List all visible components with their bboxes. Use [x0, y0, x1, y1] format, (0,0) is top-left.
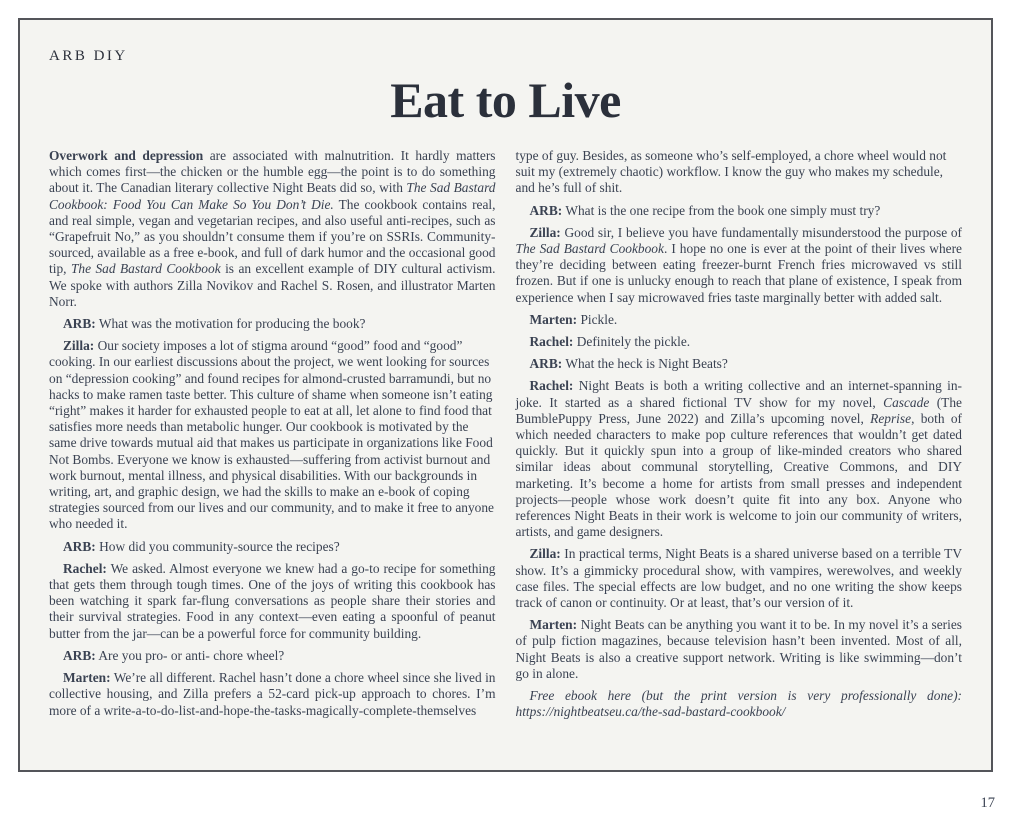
text-run: What the heck is Night Beats?	[562, 356, 728, 372]
answer-paragraph	[49, 670, 496, 719]
speaker-label: ARB:	[63, 316, 96, 332]
text-run: (The BumblePuppy Press, June 2022) and Zilla’s upcoming novel,	[515, 394, 962, 426]
outro-paragraph	[516, 688, 963, 720]
answer-paragraph	[516, 378, 963, 540]
speaker-label: Marten:	[529, 311, 578, 327]
page-title: Eat to Live	[390, 72, 621, 128]
book-title: The Sad Bastard Cookbook	[515, 241, 664, 257]
answer-paragraph	[516, 617, 963, 682]
speaker-label: Rachel:	[529, 334, 574, 350]
answer-paragraph	[516, 312, 963, 328]
question-paragraph	[516, 203, 963, 219]
speaker-label: Marten:	[529, 617, 578, 633]
answer-paragraph	[49, 561, 496, 642]
speaker-label: ARB:	[529, 356, 563, 372]
text-run: are associated with malnutrition. It hardly matters which comes first—the chicken or the humble egg—the point is to do something about it. The Canadian literary collective Night Beats did so, with	[49, 148, 496, 196]
answer-paragraph	[49, 338, 496, 532]
text-run: The cookbook contains real, and real simple, vegan and vegetarian recipes, and also useful anti-recipes, such as “Grapefruit No,” as you shouldn’t consume them if you’re on SSRIs. Community-sourced, available as a free e-book, and full of dark humor and the occasional good tip,	[49, 196, 496, 277]
speaker-label: ARB:	[63, 538, 96, 554]
book-title: Cascade	[883, 394, 930, 410]
speaker-label: Rachel:	[529, 378, 574, 394]
text-run: type of guy. Besides, as someone who’s self-employed, a chore wheel would not suit my (extremely chaotic) workflow. I know the guy who makes my schedule, and he’s full of shit.	[515, 148, 947, 196]
answer-paragraph	[516, 334, 963, 350]
text-run: is an excellent example of DIY cultural activism. We spoke with authors Zilla Novikov and Rachel S. Rosen, and illustrator Marten Norr.	[49, 261, 496, 309]
answer-paragraph	[516, 546, 963, 611]
text-run: What was the motivation for producing the book?	[95, 316, 366, 332]
speaker-label: Marten:	[63, 670, 111, 686]
text-run: , both of which needed characters to make pop culture references that wouldn’t get dated quickly. But it quickly spun into a group of like-minded creators who shared similar ideas about communal storytelling, Creative Commons, and DIY marketing. It’s become a home for artists from small presses and independent projects—people whose work doesn’t quite fit into any box. Anyone who references Night Beats in their work is welcome to join our community of writers, artists, and game designers.	[515, 410, 962, 540]
text-run: Night Beats is both a writing collective and an internet-spanning in-joke. It started as a shared fictional TV show for my novel,	[515, 378, 962, 410]
question-paragraph	[516, 356, 963, 372]
question-paragraph	[49, 648, 496, 664]
text-run: How did you community-source the recipes?	[95, 538, 340, 554]
speaker-label: Rachel:	[63, 560, 107, 576]
text-run: What is the one recipe from the book one simply must try?	[562, 202, 881, 218]
page-number: 17	[980, 795, 995, 811]
speaker-label: ARB:	[529, 202, 563, 218]
ebook-note: Free ebook here (but the print version is very professionally done):	[529, 688, 962, 704]
text-run: In practical terms, Night Beats is a shared universe based on a terrible TV show. It’s a gimmicky procedural show, with vampires, werewolves, and weekly case files. The special effects are low budget, and no one writing the show keeps track of canon or continuity. Or at least, that’s our version of it.	[515, 546, 962, 611]
text-run: . I hope no one is ever at the point of their lives where they’re deciding between eating freezer-burnt French fries microwaved vs still frozen. But if one is unlucky enough to reach that plane of existence, I speak from experience when I say microwaved fries taste marginally better with added salt.	[515, 241, 962, 305]
text-run: Definitely the pickle.	[573, 334, 691, 350]
book-title: Reprise	[870, 410, 912, 426]
text-run: We’re all different. Rachel hasn’t done a chore wheel since she lived in collective housing, and Zilla prefers a 52-card pick-up approach to chores. I’m more of a write-a-to-do-list-and-hope-the-tasks-magically-complete-themselves	[49, 670, 496, 718]
speaker-label: ARB:	[63, 647, 96, 663]
text-run: We asked. Almost everyone we knew had a go-to recipe for something that gets them through tough times. One of the joys of writing this cookbook has been watching it spark far-flung conversations as people share their stories and their survival strategies. Food in any context—even eating a spoonful of peanut butter from the jar—can be a powerful force for community building.	[49, 560, 496, 641]
intro-paragraph	[49, 148, 496, 310]
answer-paragraph	[516, 225, 963, 306]
text-run: Are you pro- or anti- chore wheel?	[95, 647, 285, 663]
speaker-label: Zilla:	[529, 546, 561, 562]
book-title: The Sad Bastard Cookbook: Food You Can Make So You Don’t Die.	[49, 180, 496, 212]
ebook-url: https://nightbeatseu.ca/the-sad-bastard-cookbook/	[515, 704, 786, 720]
page-frame	[18, 18, 993, 772]
section-kicker: ARB DIY	[49, 48, 128, 64]
answer-continuation-paragraph	[516, 148, 963, 197]
intro-lead-in: Overwork and depression	[49, 148, 204, 163]
text-run: Pickle.	[577, 311, 618, 327]
text-run: Night Beats can be anything you want it to be. In my novel it’s a series of pulp fiction magazines, because television hasn’t been invented. Most of all, Night Beats is also a creative support network. Writing is like swimming—don’t go in alone.	[515, 617, 962, 681]
speaker-label: Zilla:	[63, 338, 95, 354]
book-title: The Sad Bastard Cookbook	[70, 261, 221, 277]
question-paragraph	[49, 539, 496, 555]
text-run: Good sir, I believe you have fundamentally misunderstood the purpose of	[560, 224, 962, 240]
speaker-label: Zilla:	[529, 224, 561, 240]
question-paragraph	[49, 316, 496, 332]
text-run: Our society imposes a lot of stigma around “good” food and “good” cooking. In our earliest discussions about the project, we went looking for sources on “depression cooking” and found recipes for almond-crusted barramundi, but no hacks to make ramen taste better. This culture of shame when someone isn’t eating “right” makes it harder for exhausted people to eat at all, let alone to find food that satisfies more needs than metabolic hunger. Our cookbook is motivated by the same drive towards mutual aid that makes us participate in organizations like Food Not Bombs. Everyone we know is exhausted—suffering from activist burnout and work burnout, mental illness, and physical disabilities. With our backgrounds in writing, art, and graphic design, we had the skills to make an e-book of coping strategies sourced from our lives and our community, and to make it free to anyone who needed it.	[49, 338, 494, 532]
article-body	[49, 148, 962, 721]
article-column-1	[49, 148, 496, 721]
article-column-2	[516, 148, 963, 721]
